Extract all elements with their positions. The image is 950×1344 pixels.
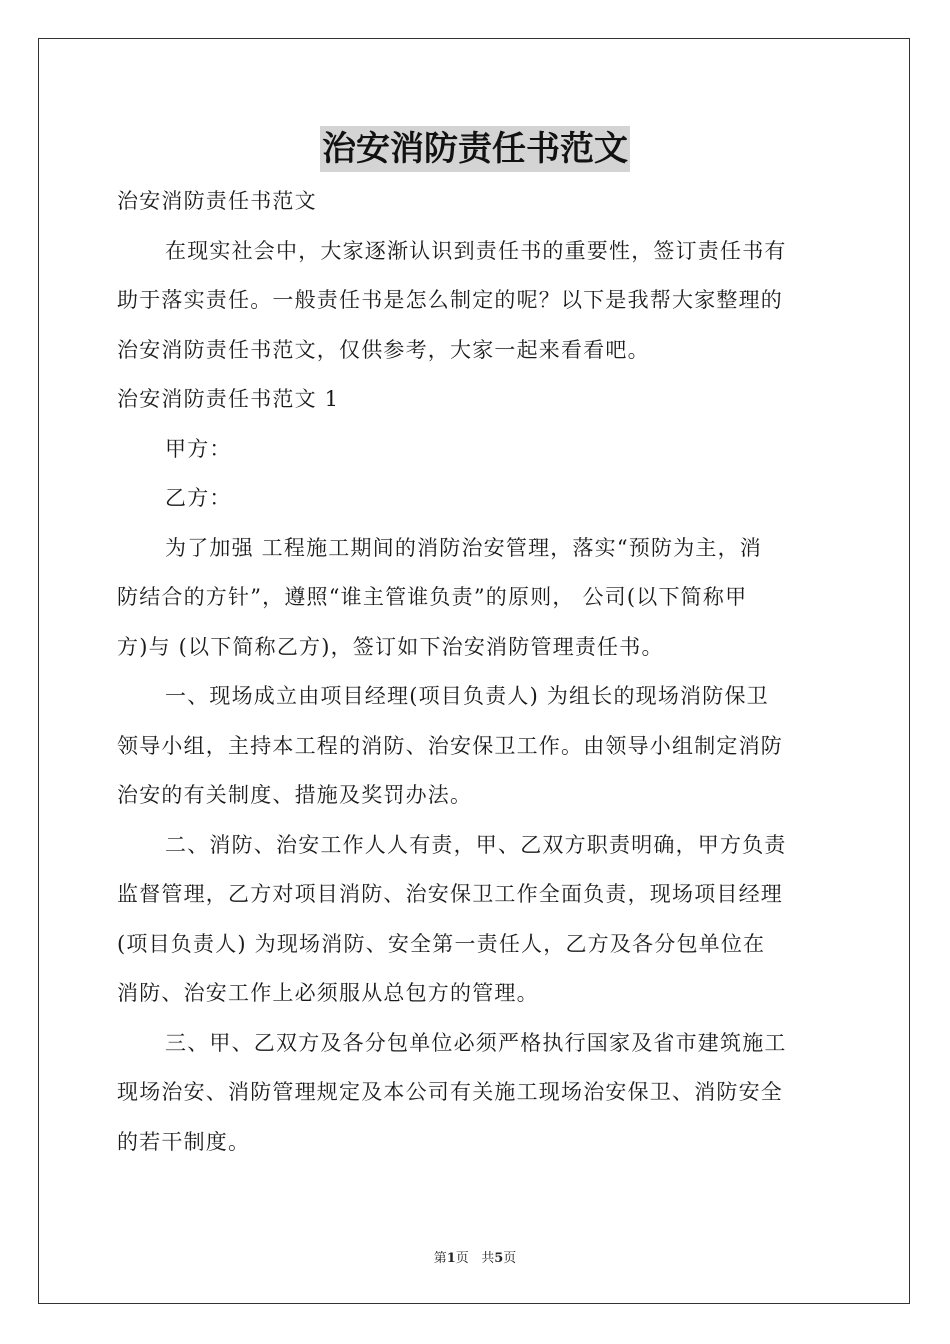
footer-total-pages: 5 xyxy=(494,1251,504,1266)
text-line: 治安消防责任书范文 xyxy=(117,189,317,213)
text-line: 治安的有关制度、措施及奖罚办法。 xyxy=(117,783,473,807)
text-line: 在现实社会中，大家逐渐认识到责任书的重要性，签订责任书有 xyxy=(165,238,787,263)
text-line: 消防、治安工作上必须服从总包方的管理。 xyxy=(117,981,539,1005)
title-container xyxy=(0,126,950,172)
text-line: 三、甲、乙双方及各分包单位必须严格执行国家及省市建筑施工 xyxy=(165,1030,787,1055)
footer-page-number: 1 xyxy=(446,1251,456,1266)
footer-total-prefix: 共 xyxy=(481,1251,495,1266)
footer-page-prefix: 第 xyxy=(433,1251,447,1266)
text-line: 监督管理，乙方对项目消防、治安保卫工作全面负责，现场项目经理 xyxy=(117,882,783,906)
text-line: 的若干制度。 xyxy=(117,1129,251,1154)
footer-page-suffix: 页 xyxy=(455,1251,469,1266)
footer-total-suffix: 页 xyxy=(503,1251,517,1266)
text-line: 领导小组，主持本工程的消防、治安保卫工作。由领导小组制定消防 xyxy=(117,733,783,758)
text-line: 现场治安、消防管理规定及本公司有关施工现场治安保卫、消防安全 xyxy=(117,1080,783,1104)
page-footer xyxy=(0,1247,950,1266)
text-line: 治安消防责任书范文，仅供参考，大家一起来看看吧。 xyxy=(117,337,650,362)
text-line: 一、现场成立由项目经理(项目负责人) 为组长的现场消防保卫 xyxy=(165,684,769,708)
text-line: (项目负责人) 为现场消防、安全第一责任人，乙方及各分包单位在 xyxy=(117,931,766,956)
text-line: 为了加强 工程施工期间的消防治安管理，落实“预防为主，消 xyxy=(165,535,763,560)
text-line: 甲方： xyxy=(165,436,232,461)
text-line: 防结合的方针”，遵照“谁主管谁负责”的原则， 公司(以下简称甲 xyxy=(117,585,748,609)
text-line: 乙方： xyxy=(165,486,232,510)
text-line: 二、消防、治安工作人人有责，甲、乙双方职责明确，甲方负责 xyxy=(165,832,787,857)
text-line: 助于落实责任。一般责任书是怎么制定的呢？以下是我帮大家整理的 xyxy=(117,288,783,312)
document-body xyxy=(117,177,833,1167)
text-line: 方)与 (以下简称乙方)，签订如下治安消防管理责任书。 xyxy=(117,634,664,659)
document-title: 治安消防责任书范文 xyxy=(320,126,630,172)
text-line: 治安消防责任书范文 1 xyxy=(117,387,340,411)
